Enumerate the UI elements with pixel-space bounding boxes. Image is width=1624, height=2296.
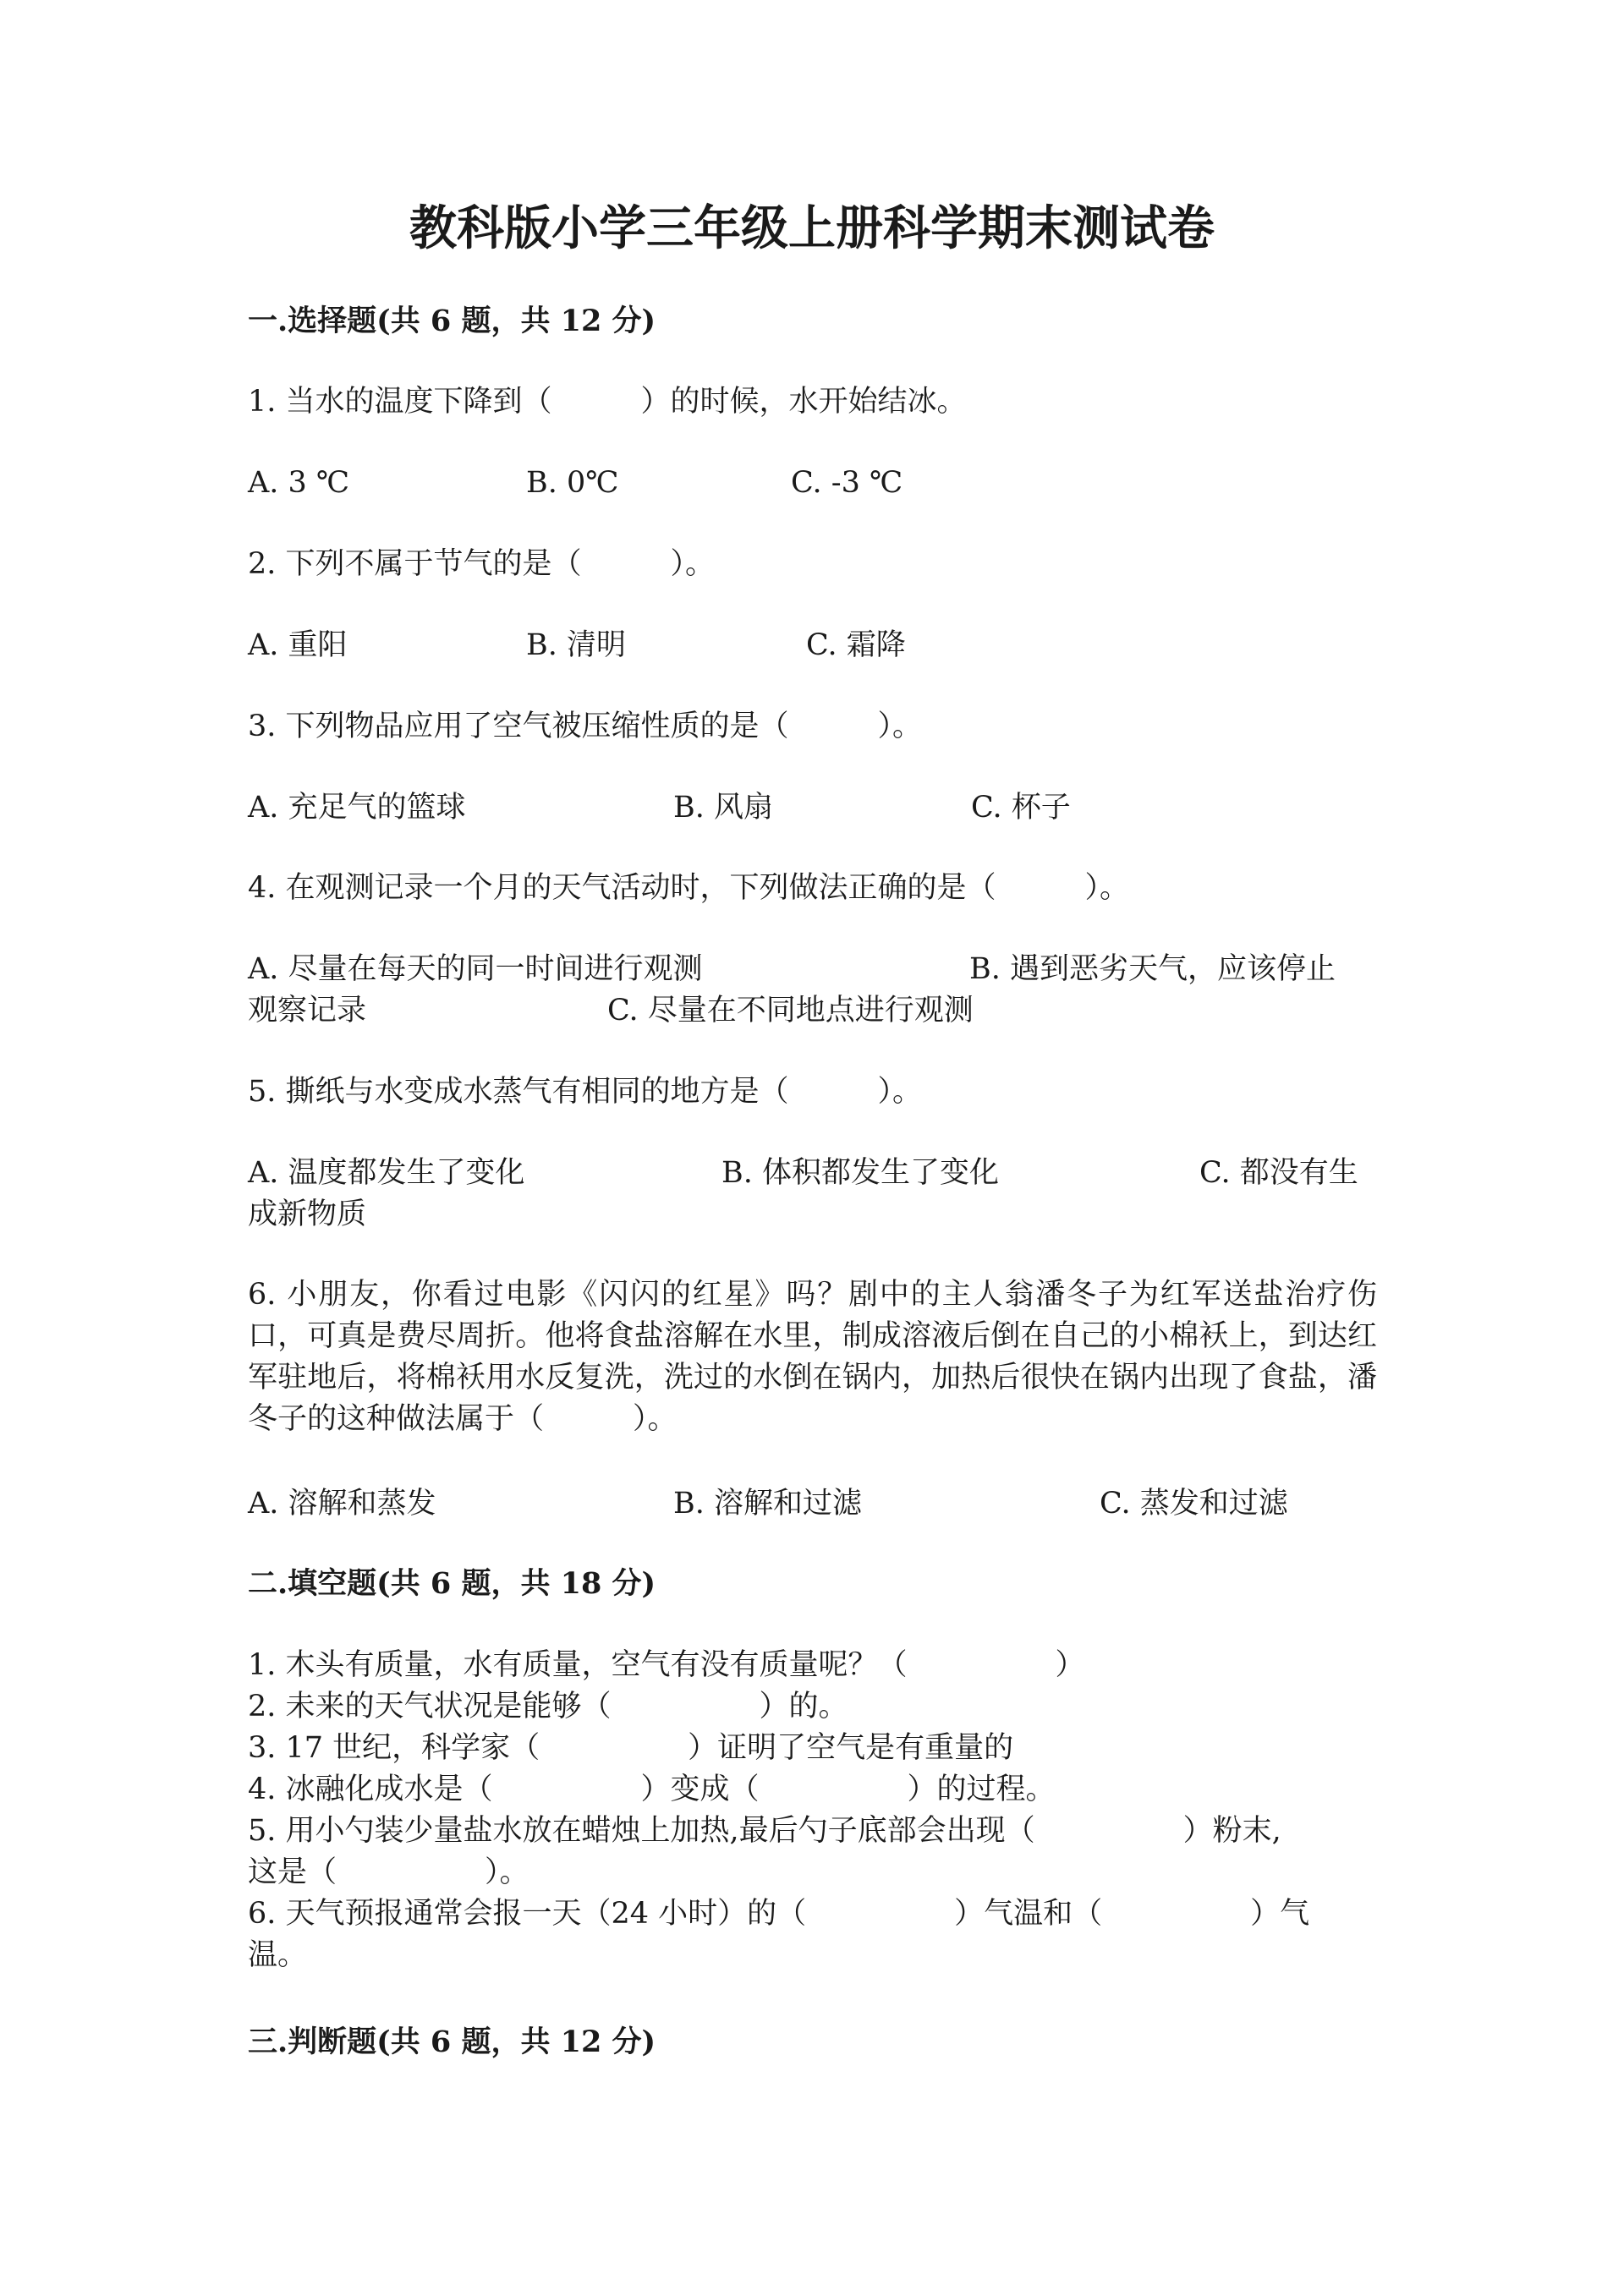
- question-1-stem: 1. 当水的温度下降到（ ）的时候，水开始结冰。: [248, 385, 967, 419]
- exam-title: 教科版小学三年级上册科学期末测试卷: [409, 200, 1215, 256]
- question-5-option-a: A. 温度都发生了变化: [248, 1156, 525, 1190]
- fill-blank-3: 3. 17 世纪，科学家（ ）证明了空气是有重量的: [248, 1731, 1014, 1765]
- section-heading-true-false: 三.判断题(共 6 题，共 12 分): [248, 2025, 656, 2059]
- question-3-option-a: A. 充足气的篮球: [248, 791, 466, 825]
- fill-blank-6: 6. 天气预报通常会报一天（24 小时）的（ ）气温和（ ）气: [248, 1897, 1310, 1931]
- question-3-option-c: C. 杯子: [971, 791, 1071, 825]
- question-3-option-b: B. 风扇: [673, 791, 773, 825]
- question-2-stem: 2. 下列不属于节气的是（ ）。: [248, 547, 716, 581]
- section-heading-fill-blank: 二.填空题(共 6 题，共 18 分): [248, 1566, 656, 1601]
- question-2-option-c: C. 霜降: [806, 628, 906, 662]
- section-heading-choice: 一.选择题(共 6 题，共 12 分): [248, 304, 656, 338]
- question-5-option-c-continued: 成新物质: [248, 1197, 367, 1231]
- question-6-option-c: C. 蒸发和过滤: [1100, 1487, 1288, 1521]
- question-5-option-c: C. 都没有生: [1199, 1156, 1358, 1190]
- question-4-option-b: B. 遇到恶劣天气，应该停止: [969, 952, 1336, 986]
- fill-blank-5: 5. 用小勺装少量盐水放在蜡烛上加热,最后勺子底部会出现（ ）粉末,: [248, 1814, 1281, 1848]
- fill-blank-5-continued: 这是（ ）。: [248, 1855, 529, 1889]
- fill-blank-2: 2. 未来的天气状况是能够（ ）的。: [248, 1690, 848, 1723]
- question-4-option-a: A. 尽量在每天的同一时间进行观测: [248, 952, 703, 986]
- fill-blank-1: 1. 木头有质量，水有质量，空气有没有质量呢？（ ）: [248, 1648, 1085, 1682]
- question-2-option-b: B. 清明: [526, 628, 626, 662]
- question-2-option-a: A. 重阳: [248, 628, 348, 662]
- question-1-option-c: C. -3 ℃: [791, 466, 903, 500]
- question-6-stem: 6. 小朋友，你看过电影《闪闪的红星》吗？剧中的主人翁潘冬子为红军送盐治疗伤口，可真是费尽周折。他将食盐溶解在水里，制成溶液后倒在自己的小棉袄上，到达红军驻地后，将棉袄用水反复洗，洗过的水倒在锅内，加热后很快在锅内出现了食盐，潘冬子的这种做法属于（ ）。: [248, 1278, 1377, 1436]
- question-5-stem: 5. 撕纸与水变成水蒸气有相同的地方是（ ）。: [248, 1075, 923, 1109]
- fill-blank-4: 4. 冰融化成水是（ ）变成（ ）的过程。: [248, 1773, 1056, 1806]
- question-5-option-b: B. 体积都发生了变化: [721, 1156, 999, 1190]
- fill-blank-6-continued: 温。: [248, 1938, 308, 1972]
- question-1-option-b: B. 0℃: [526, 466, 619, 500]
- question-3-stem: 3. 下列物品应用了空气被压缩性质的是（ ）。: [248, 710, 923, 743]
- question-1-option-a: A. 3 ℃: [248, 466, 350, 500]
- question-4-stem: 4. 在观测记录一个月的天气活动时，下列做法正确的是（ ）。: [248, 871, 1130, 905]
- question-4-option-b-continued: 观察记录: [248, 994, 367, 1027]
- question-6-option-a: A. 溶解和蒸发: [248, 1487, 436, 1521]
- question-4-option-c: C. 尽量在不同地点进行观测: [607, 994, 974, 1027]
- question-6-option-b: B. 溶解和过滤: [673, 1487, 862, 1521]
